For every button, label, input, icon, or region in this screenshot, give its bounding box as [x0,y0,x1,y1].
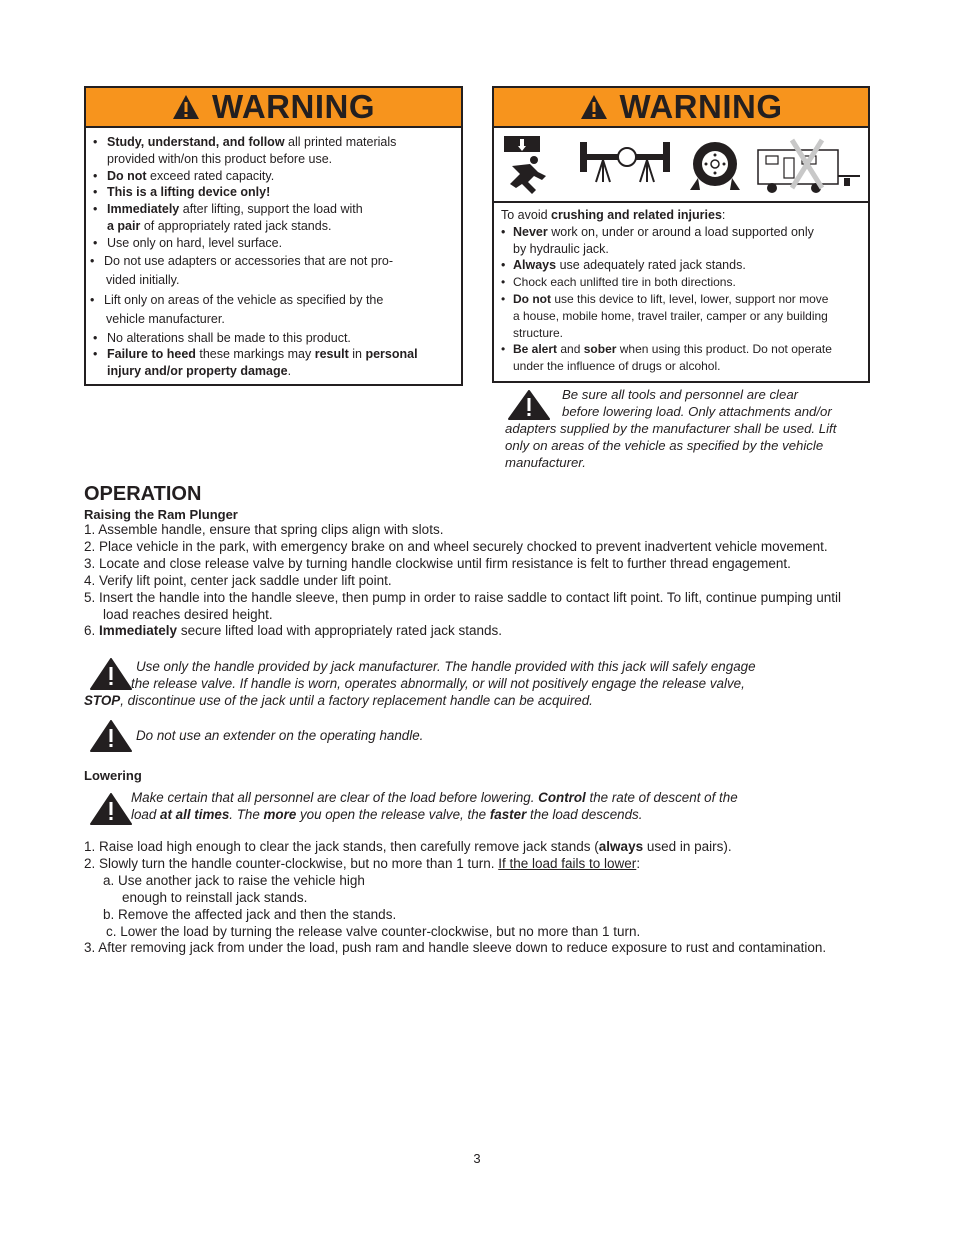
substep: b. Remove the affected jack and then the stands. [103,906,397,922]
list-item: • Failure to heed these markings may result in personal injury and/or property damage. [93,347,418,379]
raising-heading: Raising the Ram Plunger [84,507,238,522]
list-item: • Always use adequately rated jack stands. [501,258,746,273]
warning-triangle-icon [580,94,608,120]
warning-intro: To avoid crushing and related injuries: [501,208,726,222]
warning-list [494,224,868,375]
substep: c. Lower the load by turning the release valve counter-clockwise, but no more than 1 turn. [106,923,641,939]
list-item: • Study, understand, and follow all printed materials provided with/on this product before use. [93,135,397,166]
caution-lowering-text: Make certain that all personnel are clear of the load before lowering. Control the rate of descent of the load at all times. The more you open the release valve, the faster the load descends. [131,790,738,822]
list-item: • Do not use adapters or accessories that are not pro- vided initially. [90,253,394,288]
warning-title: WARNING [619,88,783,125]
step: 3. After removing jack from under the load, push ram and handle sleeve down to reduce exposure to rust and contamination. [84,940,827,956]
list-item: • No alterations shall be made to this product. [93,330,351,345]
step: 6. Immediately secure lifted load with appropriately rated jack stands. [84,623,502,639]
list-item: • Do not exceed rated capacity. [93,168,275,183]
raising-steps [84,522,884,640]
step: 3. Locate and close release valve by turning handle clockwise until firm resistance is felt to further thread engagement. [84,555,791,571]
lowering-steps [84,839,884,957]
step: load reaches desired height. [103,606,273,622]
lowering-heading: Lowering [84,768,142,783]
chocked-tire-icon [690,138,740,194]
step: 1. Assemble handle, ensure that spring clips align with slots. [84,522,444,537]
list-item: • Immediately after lifting, support the load with a pair of appropriately rated jack stands. [93,202,363,233]
caution-triangle-icon [90,793,132,825]
falling-person-icon [502,136,560,196]
jack-stands-icon [578,138,672,194]
step: 4. Verify lift point, center jack saddle under lift point. [84,572,392,588]
caution-handle-text: Use only the handle provided by jack manufacturer. The handle provided with this jack will safely engage the release valve. If handle is worn, operates abnormally, or will not positively engage the release valve, STOP, discontinue use of the jack until a factory replacement handle can be acquired. [84,659,756,708]
warning-header [86,88,461,128]
caution-triangle-icon [90,720,132,752]
page-number: 3 [473,1151,481,1166]
warning-list [86,128,461,380]
step: 1. Raise load high enough to clear the jack stands, then carefully remove jack stands (always used in pairs). [84,839,732,854]
list-item: • Lift only on areas of the vehicle as specified by the vehicle manufacturer. [90,292,384,327]
list-item: • This is a lifting device only! [93,185,271,200]
substep: enough to reinstall jack stands. [122,889,308,905]
list-item: • Chock each unlifted tire in both directions. [501,275,736,290]
travel-trailer-prohibited-icon [756,136,864,196]
list-item: • Be alert and sober when using this product. Do not operate under the influence of drugs or alcohol. [501,342,832,374]
list-item: • Never work on, under or around a load supported only by hydraulic jack. [501,224,814,256]
warning-header [494,88,868,128]
caution-top-text: Be sure all tools and personnel are clear before lowering load. Only attachments and/or adapters supplied by the manufacturer shall be used. Lift only on areas of the vehicle as specified by the vehicle manufacturer. [505,387,837,470]
warning-triangle-icon [172,94,200,120]
caution-extender-text: Do not use an extender on the operating handle. [136,728,424,743]
pictogram-strip [494,128,868,203]
step: 2. Slowly turn the handle counter-clockwise, but no more than 1 turn. If the load fails to lower: [84,855,641,871]
step: 5. Insert the handle into the handle sleeve, then pump in order to raise saddle to contact lift point. To lift, continue pumping until [84,589,841,605]
warning-box-right [492,86,870,383]
operation-heading: OPERATION [84,483,202,505]
warning-title: WARNING [212,88,375,125]
warning-box-left [84,86,463,386]
list-item: • Do not use this device to lift, level, lower, support nor move a house, mobile home, travel trailer, camper or any building structure. [501,291,829,340]
step: 2. Place vehicle in the park, with emergency brake on and wheel securely chocked to prevent inadvertent vehicle movement. [84,538,828,554]
substep: a. Use another jack to raise the vehicle high [103,872,365,888]
list-item: • Use only on hard, level surface. [93,235,283,250]
